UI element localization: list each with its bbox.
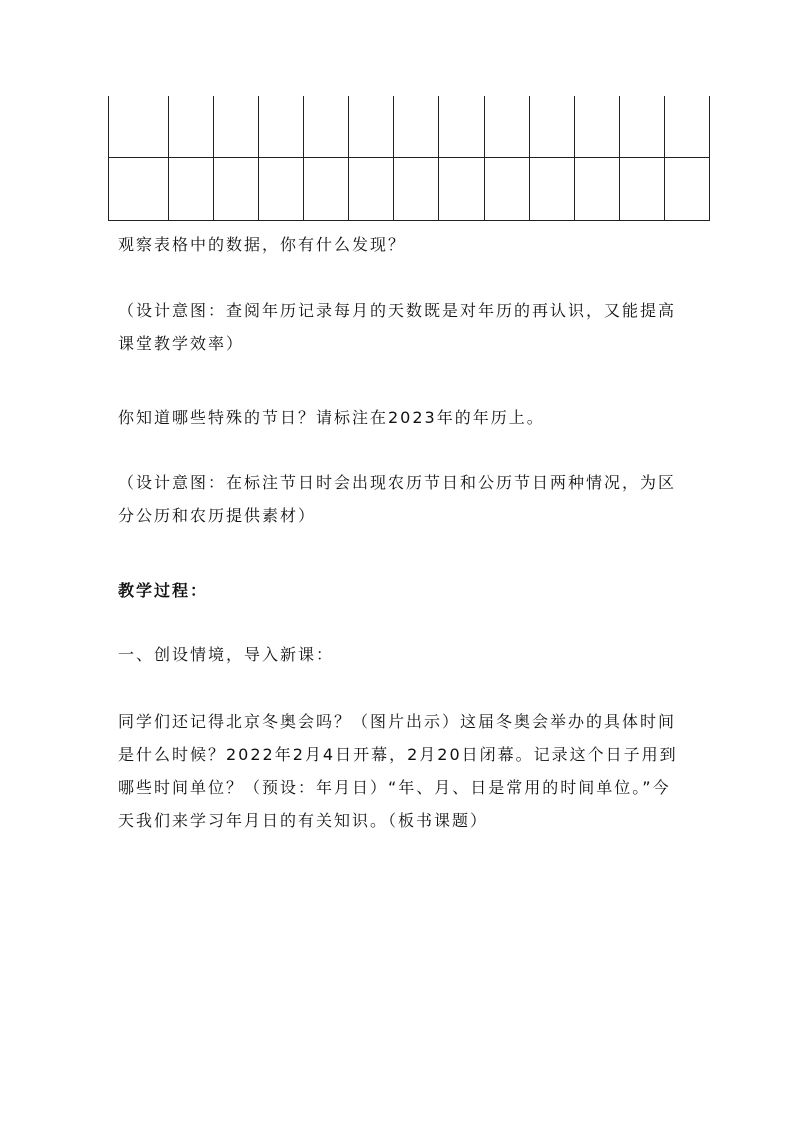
table-cell xyxy=(529,96,574,158)
table-cell xyxy=(619,96,664,158)
intro-paragraph: 同学们还记得北京冬奥会吗？（图片出示）这届冬奥会举办的具体时间是什么时候？2022年2月4日开幕，2月20日闭幕。记录这个日子用到哪些时间单位？（预设：年月日）“年、月、日是常用的时间单位。”今天我们来学习年月日的有关知识。（板书课题） xyxy=(118,712,678,830)
table-cell xyxy=(214,96,259,158)
table-cell xyxy=(169,96,214,158)
section-one-heading: 一、创设情境，导入新课： xyxy=(118,645,335,664)
table-cell xyxy=(214,158,259,221)
table-cell xyxy=(484,96,529,158)
table-cell xyxy=(484,158,529,221)
table-cell xyxy=(349,158,394,221)
table-cell xyxy=(394,158,439,221)
table-cell xyxy=(619,158,664,221)
design-intent-note-2: （设计意图：在标注节日时会出现农历节日和公历节日两种情况，为区分公历和农历提供素材） xyxy=(118,473,677,525)
table-cell xyxy=(169,158,214,221)
table-row xyxy=(109,158,710,221)
table-cell xyxy=(439,158,484,221)
design-intent-note-1: （设计意图：查阅年历记录每月的天数既是对年历的再认识，又能提高课堂教学效率） xyxy=(118,301,677,353)
blank-data-table xyxy=(108,96,710,221)
table-row xyxy=(109,96,710,158)
table-cell xyxy=(304,158,349,221)
table-cell xyxy=(349,96,394,158)
table-cell xyxy=(109,158,169,221)
table-cell xyxy=(394,96,439,158)
teaching-process-heading: 教学过程： xyxy=(118,581,209,600)
observe-question: 观察表格中的数据，你有什么发现？ xyxy=(118,235,407,254)
table-cell xyxy=(664,96,709,158)
table-cell xyxy=(574,158,619,221)
table-cell xyxy=(439,96,484,158)
table-cell xyxy=(664,158,709,221)
table-cell xyxy=(259,96,304,158)
table-cell xyxy=(109,96,169,158)
table-cell xyxy=(304,96,349,158)
table-cell xyxy=(259,158,304,221)
table-cell xyxy=(529,158,574,221)
festival-question: 你知道哪些特殊的节日？请标注在2023年的年历上。 xyxy=(118,408,545,427)
table-cell xyxy=(574,96,619,158)
